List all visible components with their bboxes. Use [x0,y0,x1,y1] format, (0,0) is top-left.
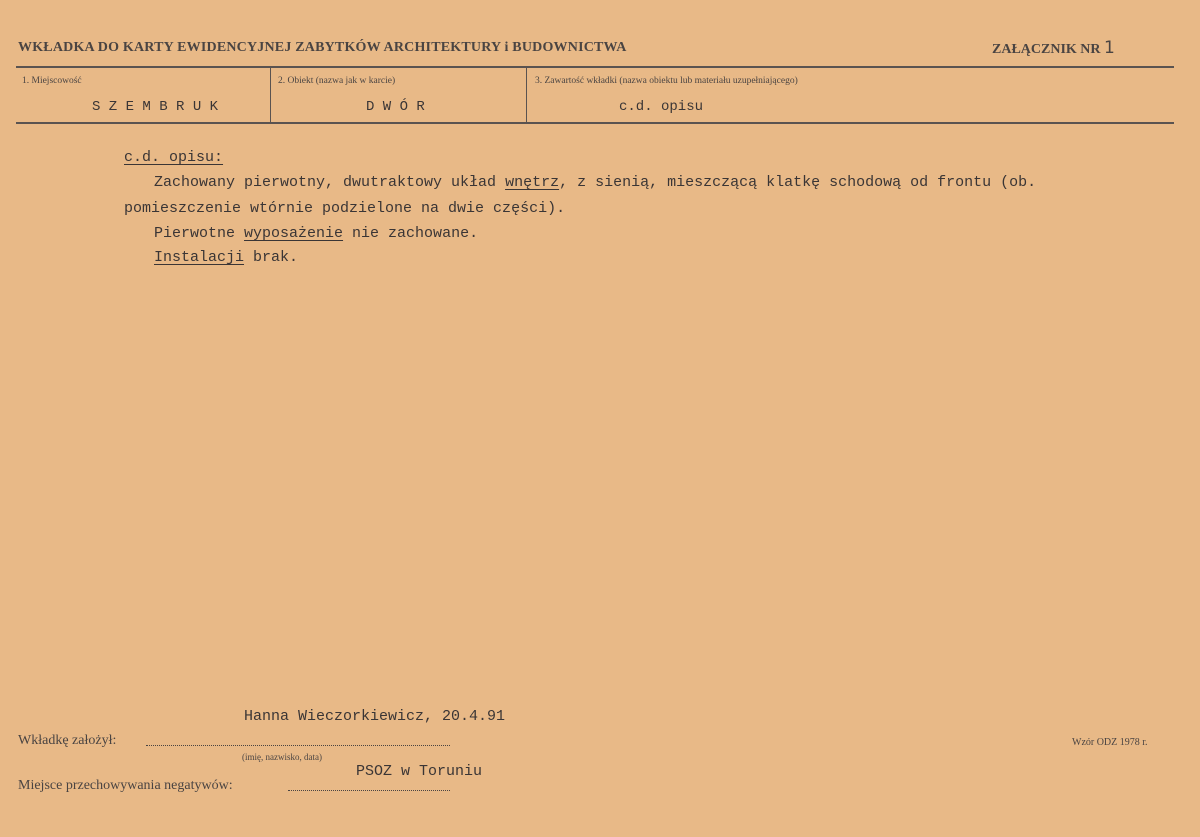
locality-value: S Z E M B R U K [92,99,219,115]
annex-number [992,38,1115,58]
field-divider [526,68,527,122]
object-value: D W Ó R [366,99,425,115]
field-divider [270,68,271,122]
author-dotted-line [146,745,450,746]
storage-dotted-line [288,790,450,791]
storage-label: Miejsce przechowywania negatywów: [18,778,233,793]
author-value: Hanna Wieczorkiewicz, 20.4.91 [244,708,506,725]
body-line-4 [154,249,298,266]
body-text: nie zachowane. [343,225,479,242]
body-text: brak. [244,249,299,266]
card-title: WKŁADKA DO KARTY EWIDENCYJNEJ ZABYTKÓW ARCHITEKTURY i BUDOWNICTWA [18,40,627,55]
content-value: c.d. opisu [619,99,704,115]
body-text: Zachowany pierwotny, dwutraktowy układ [154,174,506,191]
underlined-term: wyposażenie [244,225,344,242]
body-line-1 [154,174,1036,191]
underlined-term: wnętrz [505,174,560,191]
header-top-rule [16,66,1174,68]
author-hint: (imię, nazwisko, data) [242,752,322,762]
body-line-3 [154,225,478,242]
header-bottom-rule [16,122,1174,124]
storage-value: PSOZ w Toruniu [356,763,483,780]
object-label: 2. Obiekt (nazwa jak w karcie) [278,76,396,86]
body-line-2: pomieszczenie wtórnie podzielone na dwie części). [124,200,566,217]
body-text: Pierwotne [154,225,245,242]
annex-number-value: 1 [1104,38,1115,58]
author-label: Wkładkę założył: [18,733,117,748]
content-label: 3. Zawartość wkładki (nazwa obiektu lub materiału uzupełniającego) [535,76,798,86]
form-code: Wzór ODZ 1978 r. [1072,737,1148,748]
body-heading: c.d. opisu: [124,149,224,166]
body-text: , z sienią, mieszczącą klatkę schodową od frontu (ob. [559,174,1037,191]
locality-label: 1. Miejscowość [22,76,82,86]
underlined-term: Instalacji [154,249,245,266]
annex-label: ZAŁĄCZNIK NR [992,42,1101,57]
